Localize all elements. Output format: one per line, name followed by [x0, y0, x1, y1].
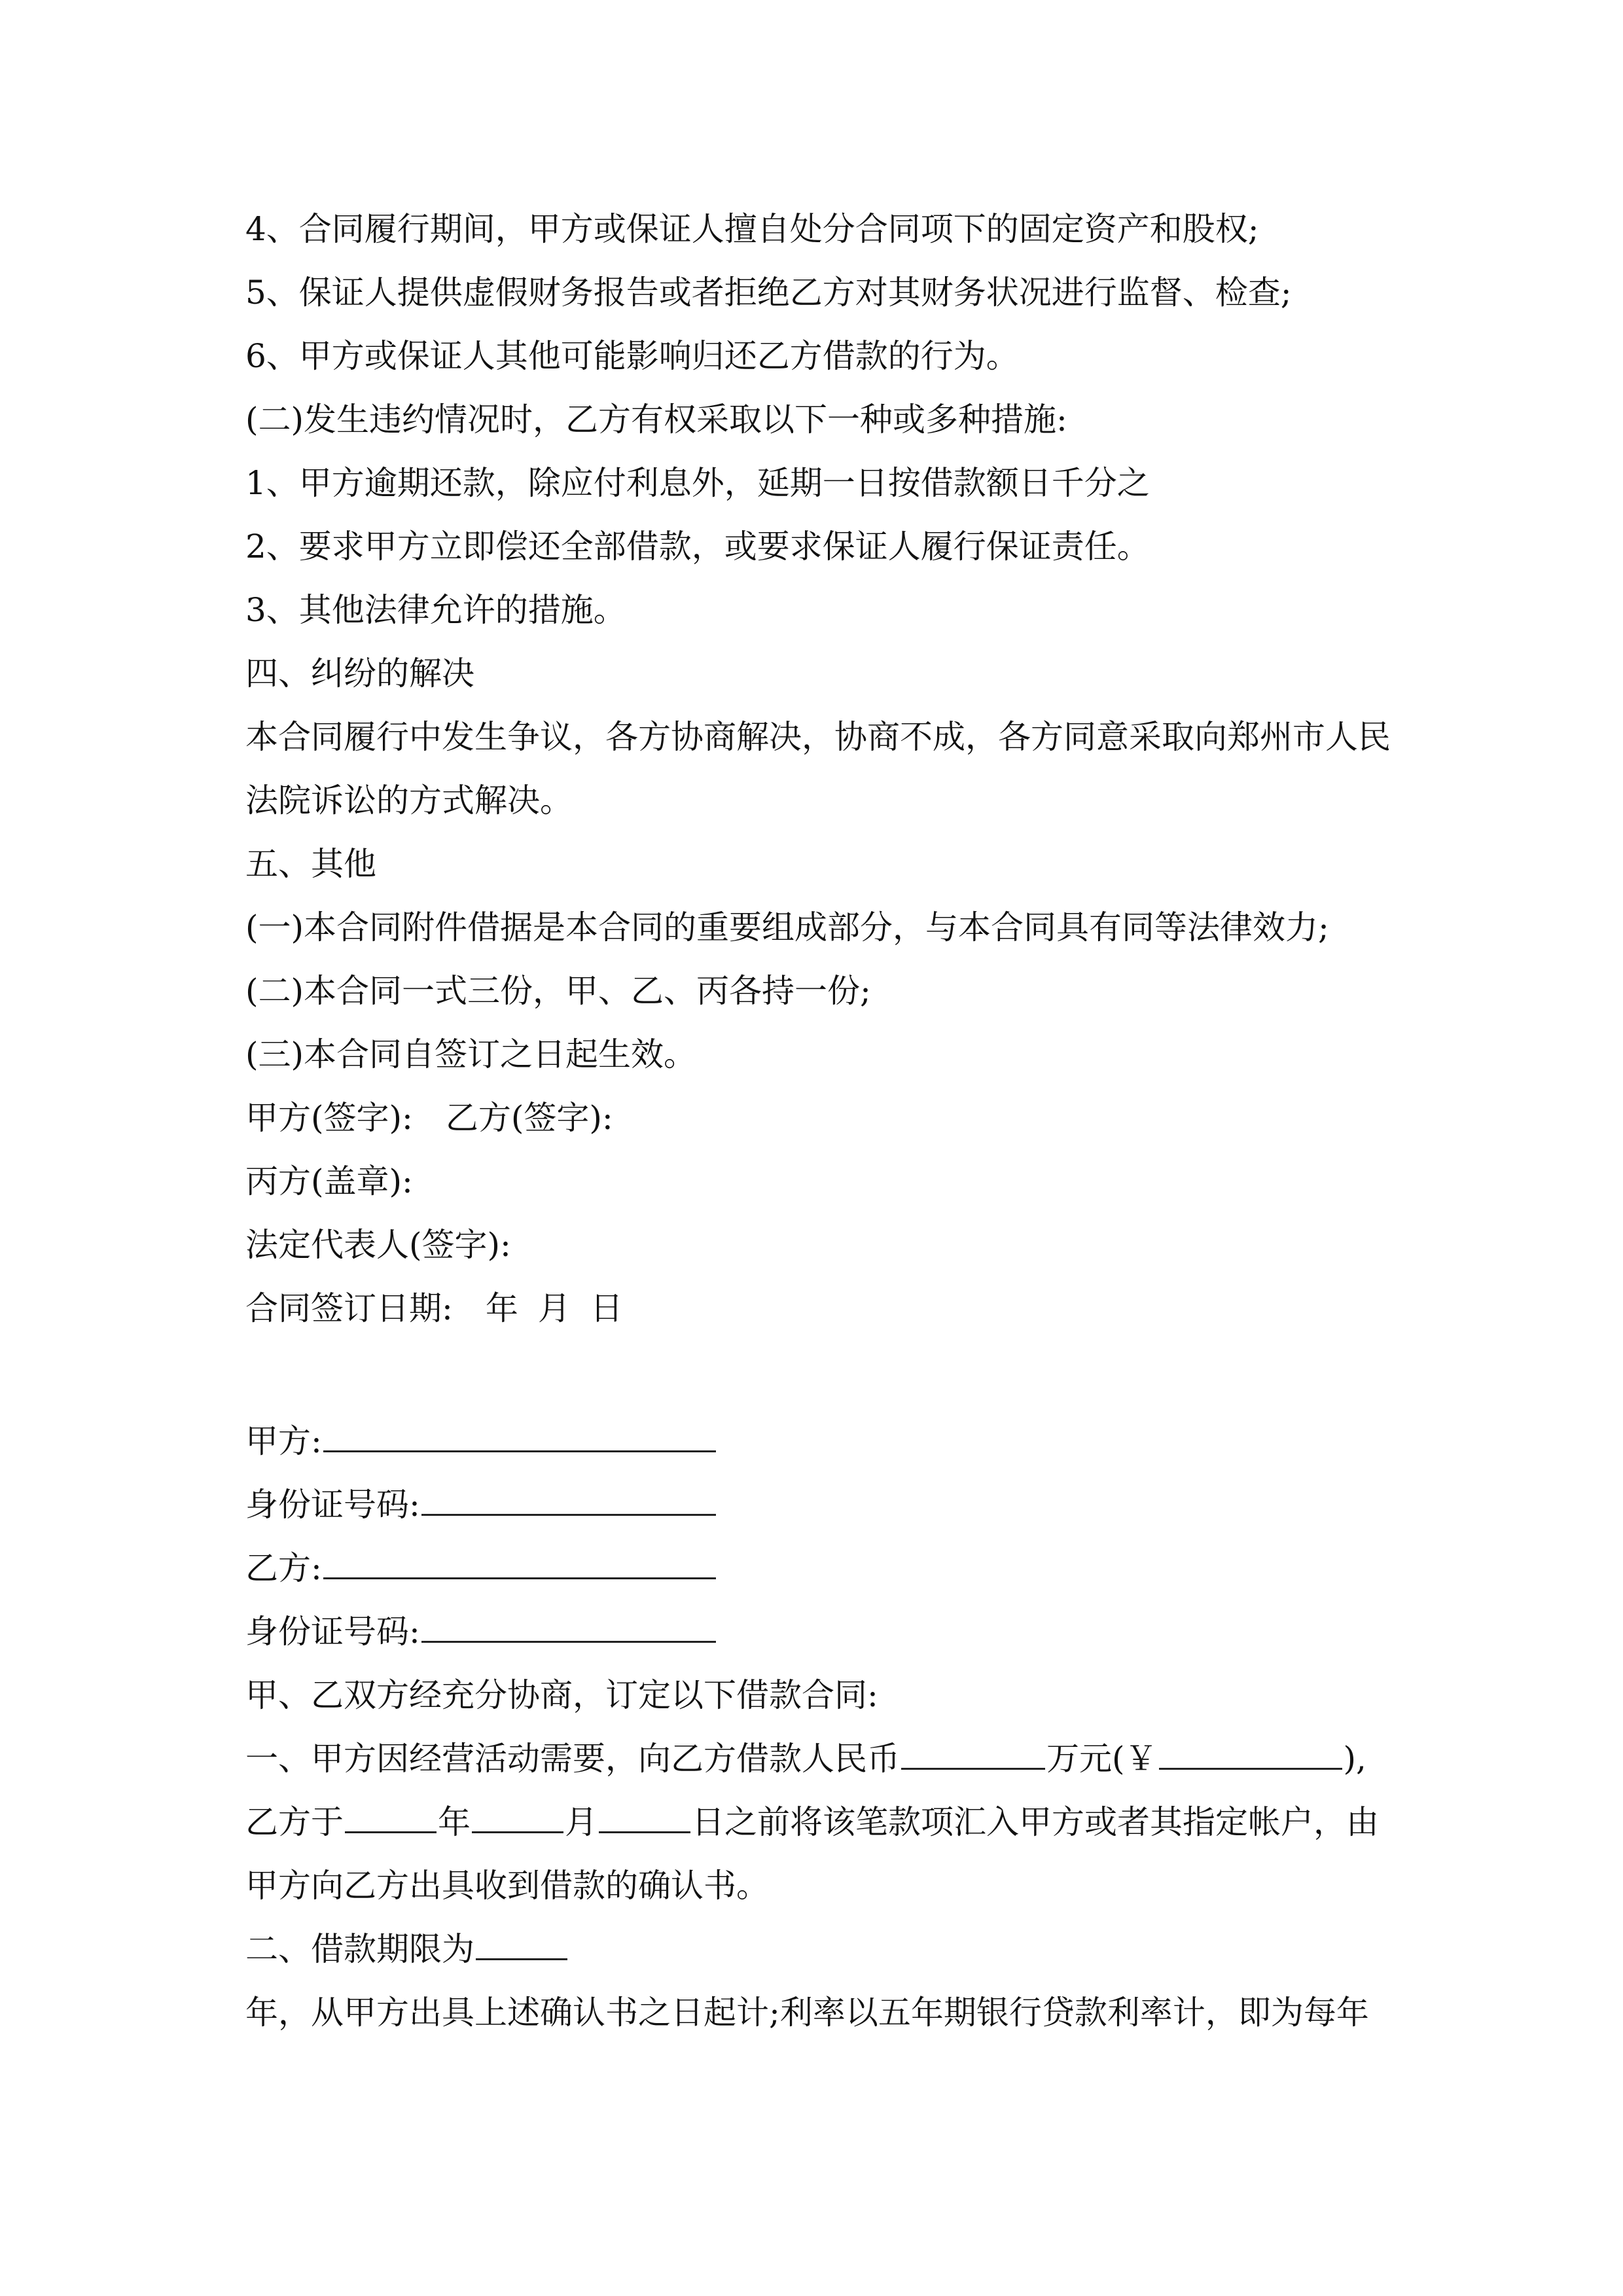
party-b-blank — [323, 1549, 716, 1579]
text-line: 法院诉讼的方式解决。 — [245, 781, 573, 819]
clause-1-line-3: 甲方向乙方出具收到借款的确认书。 — [245, 1867, 769, 1905]
signing-date-label: 合同签订日期: — [245, 1289, 453, 1327]
signature-line-parties — [245, 1088, 613, 1147]
clause-1-unit: 万元(￥ — [1046, 1740, 1158, 1778]
id-number-blank — [421, 1485, 716, 1516]
party-b-label: 乙方: — [245, 1549, 322, 1587]
clause-1-close: ), — [1343, 1740, 1366, 1778]
clause-2-line-1 — [245, 1920, 569, 1979]
legal-rep-signature-label: 法定代表人(签字): — [245, 1226, 511, 1264]
section-heading: 四、纠纷的解决 — [245, 655, 474, 692]
party-c-seal-label: 丙方(盖章): — [245, 1162, 413, 1200]
party-a-signature-label: 甲方(签字): — [245, 1099, 413, 1137]
month-blank — [472, 1803, 563, 1833]
text-line: (二)本合同一式三份，甲、乙、丙各持一份; — [245, 972, 871, 1010]
text-line: 5、保证人提供虚假财务报告或者拒绝乙方对其财务状况进行监督、检查; — [245, 274, 1292, 312]
year-label: 年 — [485, 1289, 518, 1327]
party-b-signature-label: 乙方(签字): — [445, 1099, 613, 1137]
party-a-field — [245, 1412, 717, 1471]
text-line: 2、要求甲方立即偿还全部借款，或要求保证人履行保证责任。 — [245, 528, 1150, 565]
amount-blank — [901, 1739, 1045, 1770]
party-a-id-field — [245, 1475, 717, 1534]
clause-1-text: 一、甲方因经营活动需要，向乙方借款人民币 — [245, 1740, 900, 1778]
party-b-id-field — [245, 1602, 717, 1661]
text-line: (二)发生违约情况时，乙方有权采取以下一种或多种措施: — [245, 401, 1067, 439]
section-heading: 五、其他 — [245, 845, 376, 883]
signing-date-line — [245, 1279, 623, 1338]
text-line: (一)本合同附件借据是本合同的重要组成部分，与本合同具有同等法律效力; — [245, 908, 1329, 946]
id-number-label: 身份证号码: — [245, 1613, 420, 1651]
id-number-blank — [421, 1612, 716, 1643]
party-a-label: 甲方: — [245, 1422, 322, 1460]
id-number-label: 身份证号码: — [245, 1486, 420, 1524]
clause-1-line-1 — [245, 1729, 1366, 1788]
month-label: 月 — [537, 1289, 571, 1327]
day-label: 日 — [590, 1289, 623, 1327]
text-line: 6、甲方或保证人其他可能影响归还乙方借款的行为。 — [245, 337, 1019, 375]
party-b-field — [245, 1539, 717, 1598]
clause-1-line-2 — [245, 1793, 1379, 1852]
text-line: 3、其他法律允许的措施。 — [245, 591, 626, 629]
clause-2-line-2: 年，从甲方出具上述确认书之日起计;利率以五年期银行贷款利率计，即为每年 — [245, 1994, 1369, 2032]
contract-intro: 甲、乙双方经充分协商，订定以下借款合同: — [245, 1676, 878, 1714]
day-blank — [599, 1803, 690, 1833]
year-blank — [345, 1803, 437, 1833]
amount-figure-blank — [1159, 1739, 1342, 1770]
party-a-blank — [323, 1422, 716, 1452]
text-line: 本合同履行中发生争议，各方协商解决，协商不成，各方同意采取向郑州市人民 — [245, 718, 1391, 756]
text-line: 4、合同履行期间，甲方或保证人擅自处分合同项下的固定资产和股权; — [245, 210, 1259, 248]
text-line: 1、甲方逾期还款，除应付利息外，延期一日按借款额日千分之 — [245, 464, 1150, 502]
text-line: (三)本合同自签订之日起生效。 — [245, 1035, 697, 1073]
year-label: 年 — [438, 1803, 471, 1841]
term-blank — [476, 1929, 567, 1960]
clause-2-text: 二、借款期限为 — [245, 1930, 474, 1968]
clause-1-text: 乙方于 — [245, 1803, 344, 1841]
month-label: 月 — [565, 1803, 597, 1841]
clause-1-text: 日之前将该笔款项汇入甲方或者其指定帐户，由 — [692, 1803, 1379, 1841]
